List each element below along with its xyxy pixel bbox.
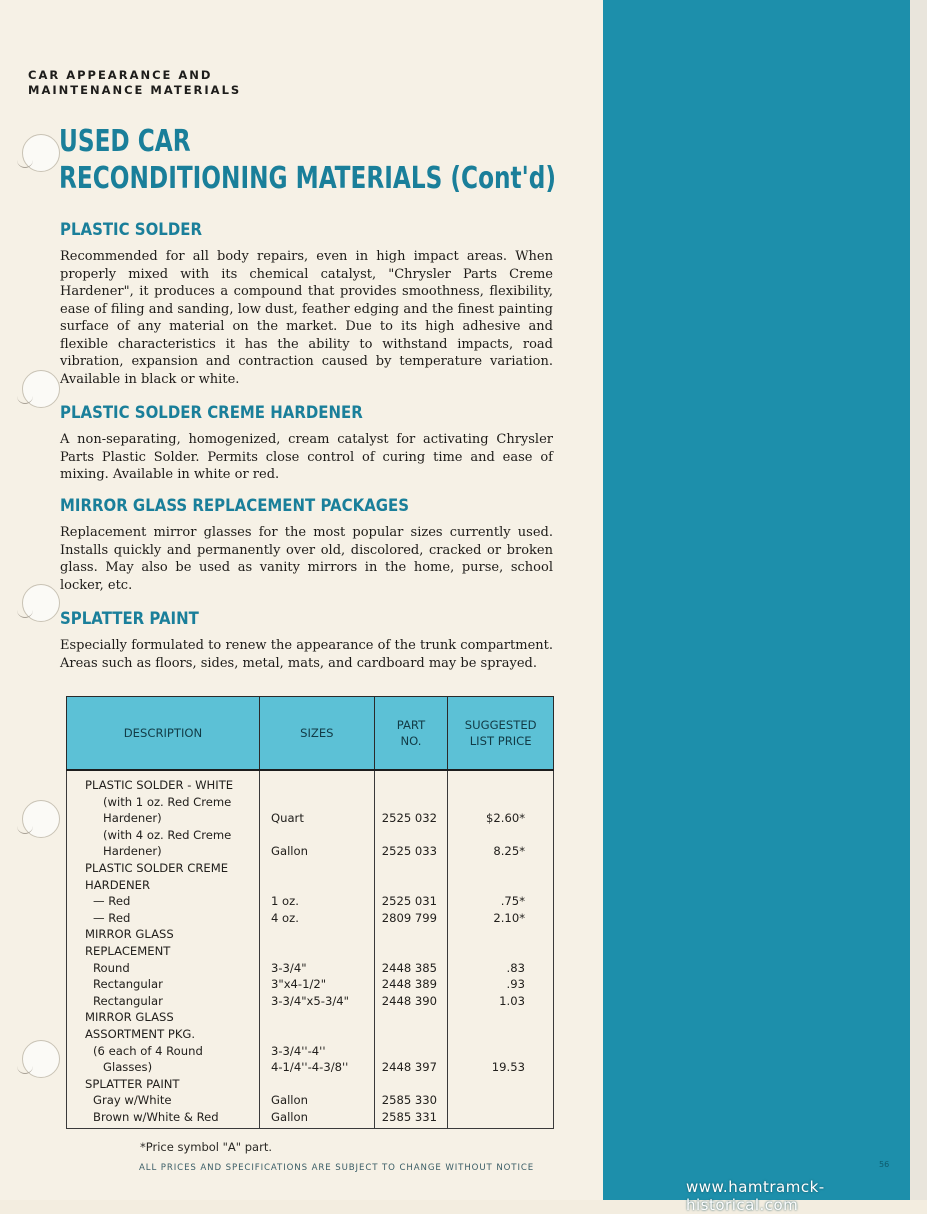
cell-description bbox=[67, 770, 260, 794]
cell-part-no bbox=[374, 1059, 448, 1076]
table-row bbox=[67, 893, 554, 910]
section-body: Recommended for all body repairs, even in high impact areas. When properly mixed with its chemical catalyst, "Chrysler Parts Creme Hardener", it produces a compound that provides smoothness, flexibility, ease of filing and sanding, low dust, feather edging and the finest painting surface of any material on the market. Due to its high adhesive and flexible characteristics it has the ability to withstand impacts, road vibration, expansion and contraction caused by temperature variation. Available in black or white. bbox=[60, 249, 553, 387]
cell-part-no bbox=[374, 943, 448, 960]
cell-description bbox=[67, 877, 260, 894]
table-header-row bbox=[67, 697, 554, 771]
cell-price-text: $2.60* bbox=[486, 811, 525, 826]
table-row bbox=[67, 1109, 554, 1129]
cell-price bbox=[448, 1009, 554, 1026]
cell-description bbox=[67, 993, 260, 1010]
binder-hole bbox=[22, 800, 60, 838]
cell-part-no-text: 2448 397 bbox=[381, 1060, 438, 1075]
cell-size bbox=[259, 960, 374, 977]
table-row bbox=[67, 810, 554, 827]
table-row bbox=[67, 1026, 554, 1043]
cell-price-text: 19.53 bbox=[491, 1060, 525, 1075]
cell-size bbox=[259, 1059, 374, 1076]
cell-size-text: 3-3/4''-4'' bbox=[270, 1043, 326, 1058]
cell-price bbox=[448, 827, 554, 844]
cell-description-text: SPLATTER PAINT bbox=[85, 1076, 180, 1091]
kicker-line: CAR APPEARANCE AND bbox=[28, 68, 213, 82]
cell-description-text: Hardener) bbox=[103, 844, 162, 859]
cell-size bbox=[259, 770, 374, 794]
cell-price bbox=[448, 1109, 554, 1129]
cell-size bbox=[259, 926, 374, 943]
cell-description-text: Hardener) bbox=[103, 811, 162, 826]
cell-price bbox=[448, 860, 554, 877]
cell-description bbox=[67, 926, 260, 943]
cell-price bbox=[448, 1059, 554, 1076]
table-row bbox=[67, 960, 554, 977]
page-edge bbox=[910, 0, 927, 1200]
cell-size bbox=[259, 877, 374, 894]
cell-price-text: .83 bbox=[506, 960, 525, 975]
cell-price bbox=[448, 893, 554, 910]
cell-description-text: — Red bbox=[93, 910, 131, 925]
cell-part-no-text: 2525 033 bbox=[381, 844, 438, 859]
cell-size bbox=[259, 893, 374, 910]
cell-part-no-text: 2448 390 bbox=[381, 993, 438, 1008]
column-header-price bbox=[448, 697, 554, 771]
cell-price bbox=[448, 877, 554, 894]
cell-part-no bbox=[374, 1043, 448, 1060]
cell-price bbox=[448, 1043, 554, 1060]
cell-description bbox=[67, 843, 260, 860]
cell-part-no bbox=[374, 893, 448, 910]
section-body: Replacement mirror glasses for the most popular sizes currently used. Installs quickly and permanently over old, discolored, cracked or broken glass. May also be used as vanity mirrors in the home, purse, school locker, etc. bbox=[60, 525, 553, 593]
cell-part-no bbox=[374, 1076, 448, 1093]
cell-description bbox=[67, 976, 260, 993]
header-line: LIST PRICE bbox=[469, 734, 532, 748]
title-line: RECONDITIONING MATERIALS (Cont'd) bbox=[59, 161, 556, 196]
cell-size-text: Quart bbox=[270, 811, 304, 826]
cell-description-text: MIRROR GLASS bbox=[85, 927, 174, 942]
cell-part-no bbox=[374, 960, 448, 977]
cell-description-text: REPLACEMENT bbox=[85, 943, 171, 958]
cell-size-text: 4-1/4''-4-3/8'' bbox=[270, 1060, 349, 1075]
table-row bbox=[67, 1076, 554, 1093]
table-row bbox=[67, 910, 554, 927]
table-row bbox=[67, 1092, 554, 1109]
cell-part-no bbox=[374, 877, 448, 894]
cell-size bbox=[259, 1092, 374, 1109]
cell-description bbox=[67, 810, 260, 827]
header-line: PART bbox=[396, 718, 426, 732]
table-row bbox=[67, 943, 554, 960]
cell-size bbox=[259, 827, 374, 844]
column-header-sizes: SIZES bbox=[259, 697, 374, 771]
cell-description-text: Gray w/White bbox=[93, 1093, 172, 1108]
section-plastic-solder bbox=[60, 220, 553, 388]
table-row bbox=[67, 794, 554, 811]
cell-price bbox=[448, 993, 554, 1010]
cell-price bbox=[448, 1092, 554, 1109]
header-line: NO. bbox=[400, 734, 422, 748]
cell-size bbox=[259, 794, 374, 811]
cell-description-text: Rectangular bbox=[93, 993, 163, 1008]
cell-price bbox=[448, 976, 554, 993]
cell-part-no-text: 2585 330 bbox=[381, 1093, 438, 1108]
cell-description-text: Round bbox=[93, 960, 130, 975]
table-row bbox=[67, 1059, 554, 1076]
cell-size-text: 1 oz. bbox=[270, 894, 299, 909]
cell-size bbox=[259, 860, 374, 877]
cell-part-no bbox=[374, 770, 448, 794]
section-splatter-paint bbox=[60, 609, 553, 672]
table-row bbox=[67, 827, 554, 844]
cell-price bbox=[448, 960, 554, 977]
cell-description bbox=[67, 1043, 260, 1060]
table-row bbox=[67, 993, 554, 1010]
table-row bbox=[67, 926, 554, 943]
section-heading: SPLATTER PAINT bbox=[60, 609, 199, 629]
cell-part-no-text: 2585 331 bbox=[381, 1109, 438, 1124]
cell-description-text: Glasses) bbox=[103, 1060, 153, 1075]
cell-description-text: HARDENER bbox=[85, 877, 151, 892]
cell-size bbox=[259, 976, 374, 993]
cell-size-text: Gallon bbox=[270, 1109, 308, 1124]
binder-hole bbox=[22, 134, 60, 172]
column-header-part-no bbox=[374, 697, 448, 771]
table-row bbox=[67, 1009, 554, 1026]
cell-description-text: Rectangular bbox=[93, 977, 163, 992]
header-line: SUGGESTED bbox=[464, 718, 537, 732]
cell-price bbox=[448, 810, 554, 827]
cell-size-text: Gallon bbox=[270, 1093, 308, 1108]
table-row bbox=[67, 770, 554, 794]
section-heading: PLASTIC SOLDER CREME HARDENER bbox=[60, 403, 363, 423]
cell-part-no bbox=[374, 1009, 448, 1026]
table-row bbox=[67, 860, 554, 877]
cell-part-no bbox=[374, 794, 448, 811]
table-row bbox=[67, 877, 554, 894]
cell-description-text: (6 each of 4 Round bbox=[93, 1043, 203, 1058]
blue-side-band bbox=[603, 0, 910, 1200]
cell-description-text: PLASTIC SOLDER - WHITE bbox=[85, 778, 234, 792]
cell-description bbox=[67, 960, 260, 977]
cell-price bbox=[448, 926, 554, 943]
binder-hole bbox=[22, 1040, 60, 1078]
cell-part-no-text: 2448 385 bbox=[381, 960, 438, 975]
cell-price-text: .93 bbox=[506, 977, 525, 992]
cell-price bbox=[448, 1026, 554, 1043]
section-heading: PLASTIC SOLDER bbox=[60, 220, 202, 240]
cell-price bbox=[448, 794, 554, 811]
cell-part-no-text: 2525 031 bbox=[381, 894, 438, 909]
price-table bbox=[66, 696, 554, 1129]
section-heading: MIRROR GLASS REPLACEMENT PACKAGES bbox=[60, 496, 410, 516]
binder-hole bbox=[22, 370, 60, 408]
page-title bbox=[59, 123, 556, 197]
cell-size bbox=[259, 1009, 374, 1026]
table-row bbox=[67, 843, 554, 860]
table-row bbox=[67, 1043, 554, 1060]
cell-size bbox=[259, 810, 374, 827]
cell-description-text: (with 4 oz. Red Creme bbox=[103, 827, 232, 842]
cell-description bbox=[67, 1109, 260, 1129]
kicker-line: MAINTENANCE MATERIALS bbox=[28, 83, 242, 97]
cell-size-text: 3-3/4" bbox=[270, 960, 307, 975]
cell-size bbox=[259, 993, 374, 1010]
cell-description bbox=[67, 1092, 260, 1109]
cell-description bbox=[67, 827, 260, 844]
section-kicker bbox=[28, 68, 241, 98]
section-body: A non-separating, homogenized, cream catalyst for activating Chrysler Parts Plastic Solder. Permits close control of curing time and ease of mixing. Available in white or red. bbox=[60, 432, 553, 482]
cell-size bbox=[259, 1109, 374, 1129]
cell-price bbox=[448, 910, 554, 927]
cell-description bbox=[67, 794, 260, 811]
cell-part-no bbox=[374, 843, 448, 860]
cell-part-no bbox=[374, 1026, 448, 1043]
cell-part-no bbox=[374, 1109, 448, 1129]
section-body: Especially formulated to renew the appearance of the trunk compartment. Areas such as floors, sides, metal, mats, and cardboard may be sprayed. bbox=[60, 638, 553, 671]
price-table-body bbox=[67, 770, 554, 1129]
cell-price-text: .75* bbox=[500, 894, 525, 909]
title-line: USED CAR bbox=[59, 124, 191, 159]
cell-part-no bbox=[374, 976, 448, 993]
cell-description bbox=[67, 1059, 260, 1076]
cell-part-no bbox=[374, 860, 448, 877]
cell-size bbox=[259, 1076, 374, 1093]
cell-part-no bbox=[374, 926, 448, 943]
cell-part-no bbox=[374, 993, 448, 1010]
cell-part-no bbox=[374, 910, 448, 927]
cell-size bbox=[259, 910, 374, 927]
price-footnote: *Price symbol "A" part. bbox=[140, 1140, 272, 1154]
cell-size bbox=[259, 943, 374, 960]
cell-size-text: 3-3/4"x5-3/4" bbox=[270, 993, 349, 1008]
binder-hole bbox=[22, 584, 60, 622]
cell-description bbox=[67, 893, 260, 910]
cell-price bbox=[448, 943, 554, 960]
cell-description bbox=[67, 910, 260, 927]
cell-description bbox=[67, 1026, 260, 1043]
cell-size bbox=[259, 843, 374, 860]
cell-description-text: MIRROR GLASS bbox=[85, 1010, 174, 1025]
cell-description bbox=[67, 1076, 260, 1093]
cell-part-no bbox=[374, 1092, 448, 1109]
cell-price bbox=[448, 1076, 554, 1093]
cell-description bbox=[67, 860, 260, 877]
cell-size-text: 4 oz. bbox=[270, 910, 299, 925]
section-mirror-glass bbox=[60, 496, 553, 594]
cell-size-text: Gallon bbox=[270, 844, 308, 859]
cell-price-text: 2.10* bbox=[493, 910, 525, 925]
cell-part-no-text: 2809 799 bbox=[381, 910, 438, 925]
cell-description-text: PLASTIC SOLDER CREME bbox=[85, 860, 229, 875]
cell-price-text: 8.25* bbox=[493, 844, 525, 859]
section-creme-hardener bbox=[60, 403, 553, 484]
cell-size-text: 3"x4-1/2" bbox=[270, 977, 327, 992]
cell-description-text: — Red bbox=[93, 894, 131, 909]
page-number: 56 bbox=[879, 1160, 890, 1169]
column-header-description: DESCRIPTION bbox=[67, 697, 260, 771]
cell-description-text: (with 1 oz. Red Creme bbox=[103, 794, 232, 809]
cell-description-text: ASSORTMENT PKG. bbox=[85, 1026, 196, 1041]
cell-size bbox=[259, 1043, 374, 1060]
cell-price bbox=[448, 770, 554, 794]
cell-part-no-text: 2525 032 bbox=[381, 811, 438, 826]
cell-description bbox=[67, 943, 260, 960]
cell-price-text: 1.03 bbox=[499, 993, 525, 1008]
cell-part-no bbox=[374, 810, 448, 827]
cell-size bbox=[259, 1026, 374, 1043]
disclaimer-text: ALL PRICES AND SPECIFICATIONS ARE SUBJECT TO CHANGE WITHOUT NOTICE bbox=[139, 1163, 535, 1173]
cell-description-text: Brown w/White & Red bbox=[93, 1109, 219, 1124]
website-watermark: www.hamtramck-historical.com bbox=[686, 1178, 825, 1214]
table-row bbox=[67, 976, 554, 993]
cell-part-no-text: 2448 389 bbox=[381, 977, 438, 992]
cell-price bbox=[448, 843, 554, 860]
cell-part-no bbox=[374, 827, 448, 844]
cell-description bbox=[67, 1009, 260, 1026]
